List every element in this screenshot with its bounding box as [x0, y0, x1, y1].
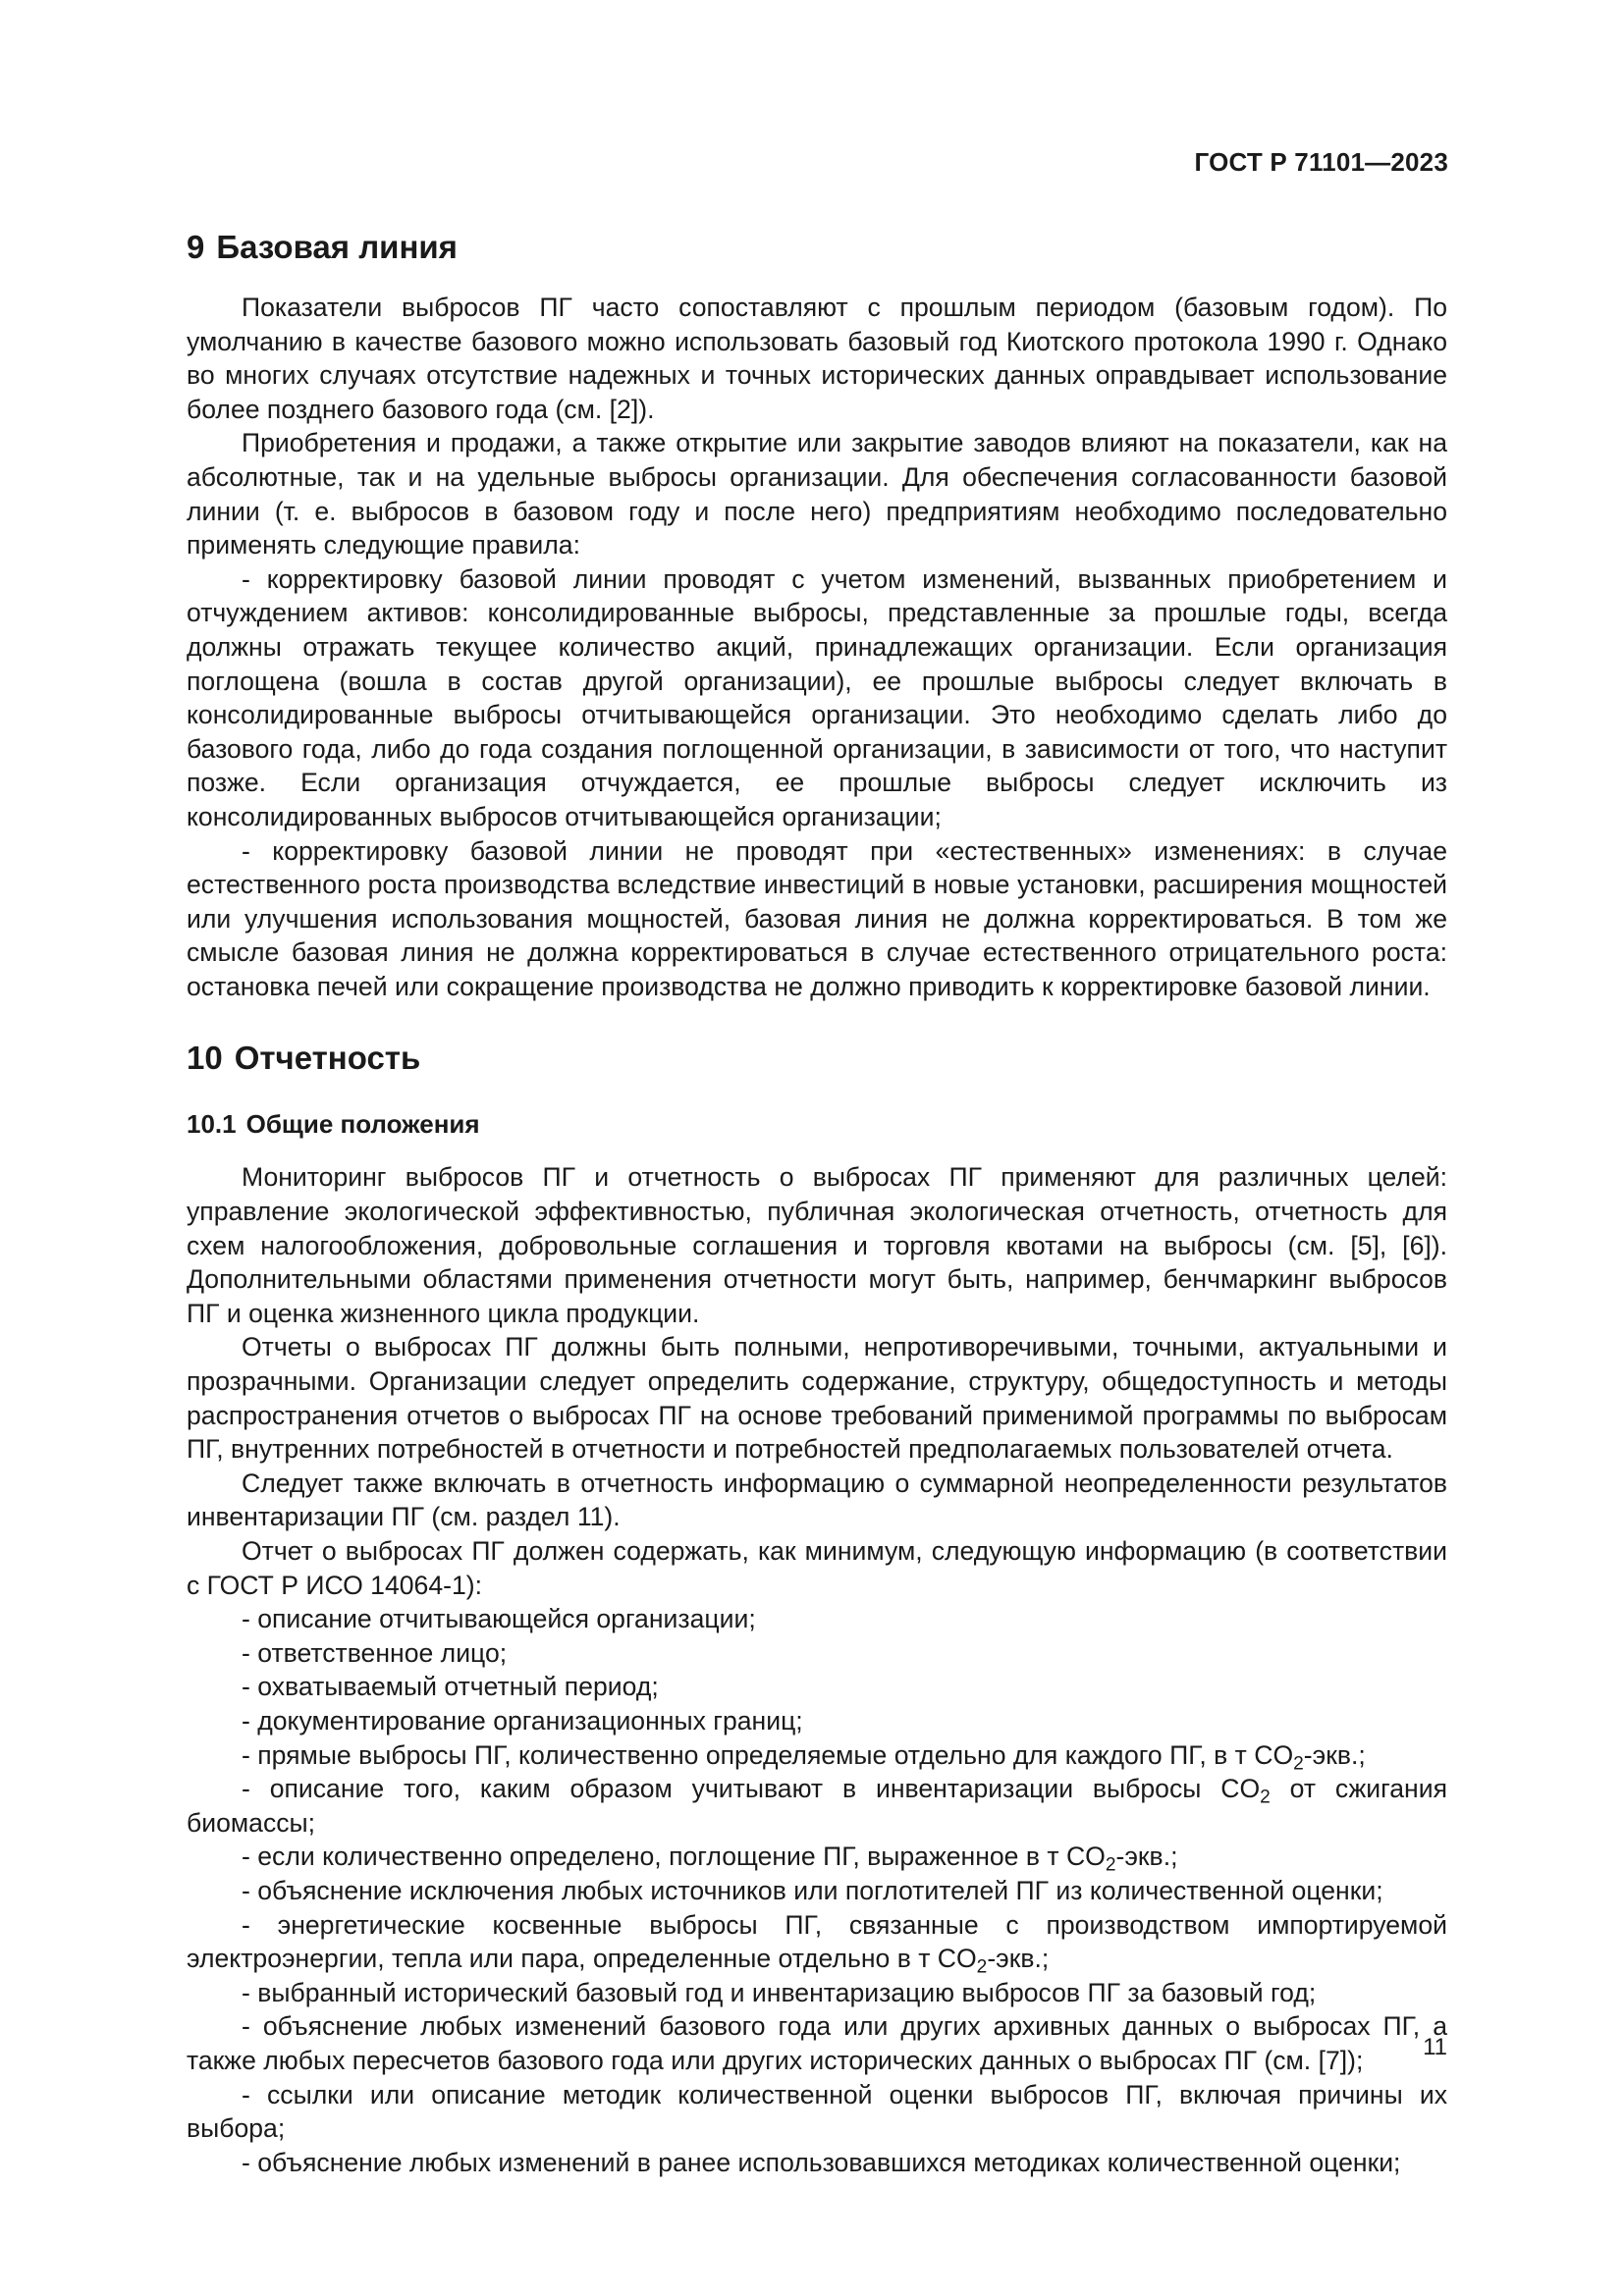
- paragraph: Мониторинг выбросов ПГ и отчетность о выбросах ПГ применяют для различных целей: управление экологической эффективностью, публичная экологическая отчетность, отчетность для схем налогообложения, добровольные соглашения и торговля квотами на выбросы (см. [5], [6]). Дополнительными областями применения отчетности могут быть, например, бенчмаркинг выбросов ПГ и оценка жизненного цикла продукции.: [187, 1162, 1447, 1328]
- page-number: 11: [1423, 2034, 1447, 2060]
- list-item: - ответственное лицо;: [242, 1637, 508, 1668]
- paragraph: Отчеты о выбросах ПГ должны быть полными, непротиворечивыми, точными, актуальными и прозрачными. Организации следует определить содержание, структуру, общедоступность и методы распространения отчетов о выбросах ПГ на основе требований применимой программы по выбросам ПГ, внутренних потребностей в отчетности и потребностей предполагаемых пользователей отчета.: [187, 1332, 1447, 1465]
- list-item: - ссылки или описание методик количественной оценки выбросов ПГ, включая причины их выбора;: [187, 2079, 1447, 2144]
- list-item: - объяснение исключения любых источников или поглотителей ПГ из количественной оценки;: [242, 1875, 1383, 1905]
- section-10-heading: [187, 1037, 1447, 1080]
- subsection-number: 10.1: [187, 1109, 237, 1140]
- subsection-10-1-heading: [187, 1107, 1447, 1141]
- section-title: Базовая линия: [216, 229, 458, 265]
- list-item: - энергетические косвенные выбросы ПГ, связанные с производством импортируемой электроэнергии, тепла или пара, определенные отдельно в т $CO_2$-экв.;: [187, 1909, 1447, 1978]
- list-item: - прямые выбросы ПГ, количественно определяемые отдельно для каждого ПГ, в т $CO_2$-экв.;: [242, 1739, 1366, 1775]
- list-item: - корректировку базовой линии проводят с учетом изменений, вызванных приобретением и отчуждением активов: консолидированные выбросы, представленные за прошлые годы, всегда должны отражать текущее количество акций, принадлежащих организации. Если организация поглощена (вошла в состав другой организации), ее прошлые выбросы следует включать в консолидированные выбросы отчитывающейся организации. Это необходимо сделать либо до базового года, либо до года создания поглощенной организации, в зависимости от того, что наступит позже. Если организация отчуждается, ее прошлые выбросы следует исключить из консолидированных выбросов отчитывающейся организации;: [187, 563, 1447, 831]
- section-9-heading: [187, 226, 1447, 269]
- list-item: - описание отчитывающейся организации;: [242, 1604, 756, 1634]
- paragraph: Следует также включать в отчетность информацию о суммарной неопределенности результатов инвентаризации ПГ (см. раздел 11).: [187, 1468, 1447, 1532]
- standard-designation: ГОСТ Р 71101—2023: [1194, 147, 1448, 177]
- section-number: 9: [187, 229, 205, 265]
- list-item: - если количественно определено, поглощение ПГ, выраженное в т $CO_2$-экв.;: [242, 1842, 1178, 1877]
- list-item: - описание того, каким образом учитывают в инвентаризации выбросы $CO_2$ от сжигания биомассы;: [187, 1774, 1447, 1838]
- paragraph: Показатели выбросов ПГ часто сопоставляют с прошлым периодом (базовым годом). По умолчанию в качестве базового можно использовать базовый год Киотского протокола 1990 г. Однако во многих случаях отсутствие надежных и точных исторических данных оправдывает использование более позднего базового года (см. [2]).: [187, 293, 1447, 424]
- section-title: Отчетность: [234, 1040, 421, 1077]
- list-item: - объяснение любых изменений базового года или других архивных данных о выбросах ПГ, а также любых пересчетов базового года или других исторических данных о выбросах ПГ (см. [7]);: [187, 2011, 1447, 2075]
- list-item: - корректировку базовой линии не проводят при «естественных» изменениях: в случае естественного роста производства вследствие инвестиций в новые установки, расширения мощностей или улучшения использования мощностей, базовая линия не должна корректироваться. В том же смысле базовая линия не должна корректироваться в случае естественного отрицательного роста: остановка печей или сокращение производства не должно приводить к корректировке базовой линии.: [187, 835, 1447, 1001]
- list-item: - охватываемый отчетный период;: [242, 1672, 659, 1702]
- list-item: - выбранный исторический базовый год и инвентаризацию выбросов ПГ за базовый год;: [242, 1977, 1317, 2007]
- section-number: 10: [187, 1040, 223, 1077]
- paragraph: Приобретения и продажи, а также открытие или закрытие заводов влияют на показатели, как на абсолютные, так и на удельные выбросы организации. Для обеспечения согласованности базовой линии (т. е. выбросов в базовом году и после него) предприятиям необходимо последовательно применять следующие правила:: [187, 428, 1447, 561]
- page-content: [187, 226, 1447, 2179]
- list-item: - документирование организационных границ;: [242, 1705, 803, 1735]
- paragraph: Отчет о выбросах ПГ должен содержать, как минимум, следующую информацию (в соответствии с ГОСТ Р ИСО 14064-1):: [187, 1536, 1447, 1600]
- list-item: - объяснение любых изменений в ранее использовавшихся методиках количественной оценки;: [242, 2147, 1401, 2177]
- subsection-title: Общие положения: [245, 1109, 480, 1140]
